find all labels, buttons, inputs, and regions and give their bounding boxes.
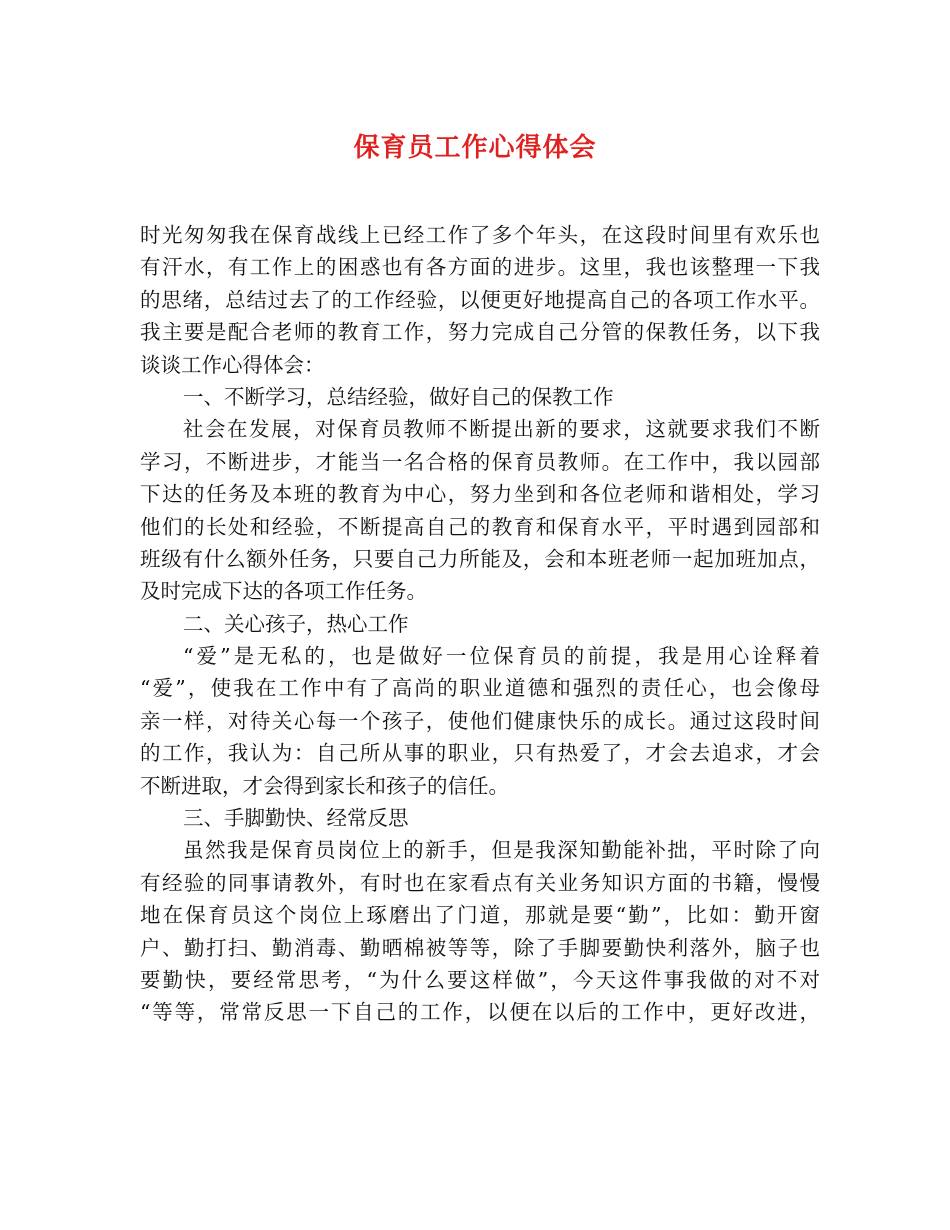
body-line: 虽然我是保育员岗位上的新手，但是我深知勤能补拙，平时除了向 [183,838,820,863]
body-line: 亲一样，对待关心每一个孩子，使他们健康快乐的成长。通过这段时间 [140,708,820,733]
body-line: 我主要是配合老师的教育工作，努力完成自己分管的保教任务，以下我 [140,320,820,345]
section-heading: 一、不断学习，总结经验，做好自己的保教工作 [183,384,614,409]
body-line: “爱”，使我在工作中有了高尚的职业道德和强烈的责任心，也会像母 [140,676,820,701]
body-line: 有经验的同事请教外，有时也在家看点有关业务知识方面的书籍，慢慢 [140,870,820,895]
body-line: 社会在发展，对保育员教师不断提出新的要求，这就要求我们不断 [183,417,820,442]
body-line: 不断进取，才会得到家长和孩子的信任。 [140,773,509,798]
body-line: 时光匆匆我在保育战线上已经工作了多个年头，在这段时间里有欢乐也 [140,223,820,247]
body-line: “爱”是无私的，也是做好一位保育员的前提，我是用心诠释着 [183,644,820,669]
body-line: 户、勤打扫、勤消毒、勤晒棉被等等，除了手脚要勤快利落外，脑子也 [140,935,820,960]
body-line: 下达的任务及本班的教育为中心，努力坐到和各位老师和谐相处，学习 [140,482,820,507]
body-line: 班级有什么额外任务，只要自己力所能及，会和本班老师一起加班加点， [140,546,820,571]
body-line: 有汗水，有工作上的困惑也有各方面的进步。这里，我也该整理一下我 [140,255,820,280]
body-line: 及时完成下达的各项工作任务。 [140,579,427,604]
body-line: 的思绪，总结过去了的工作经验，以便更好地提高自己的各项工作水平。 [140,287,820,312]
document-body [140,219,820,1029]
section-heading: 三、手脚勤快、经常反思 [183,806,409,831]
body-line: “等等，常常反思一下自己的工作，以便在以后的工作中，更好改进， [140,1000,820,1025]
body-line: 学习，不断进步，才能当一名合格的保育员教师。在工作中，我以园部 [140,449,820,474]
section-heading: 二、关心孩子，热心工作 [183,611,409,636]
body-line: 要勤快，要经常思考，“为什么要这样做”，今天这件事我做的对不对 [140,967,820,992]
body-line: 他们的长处和经验，不断提高自己的教育和保育水平，平时遇到园部和 [140,514,820,539]
body-line: 谈谈工作心得体会： [140,352,325,377]
body-line: 的工作，我认为：自己所从事的职业，只有热爱了，才会去追求，才会 [140,741,820,766]
body-line: 地在保育员这个岗位上琢磨出了门道，那就是要“勤”，比如：勤开窗 [140,903,820,928]
document-title: 保育员工作心得体会 [353,133,597,163]
